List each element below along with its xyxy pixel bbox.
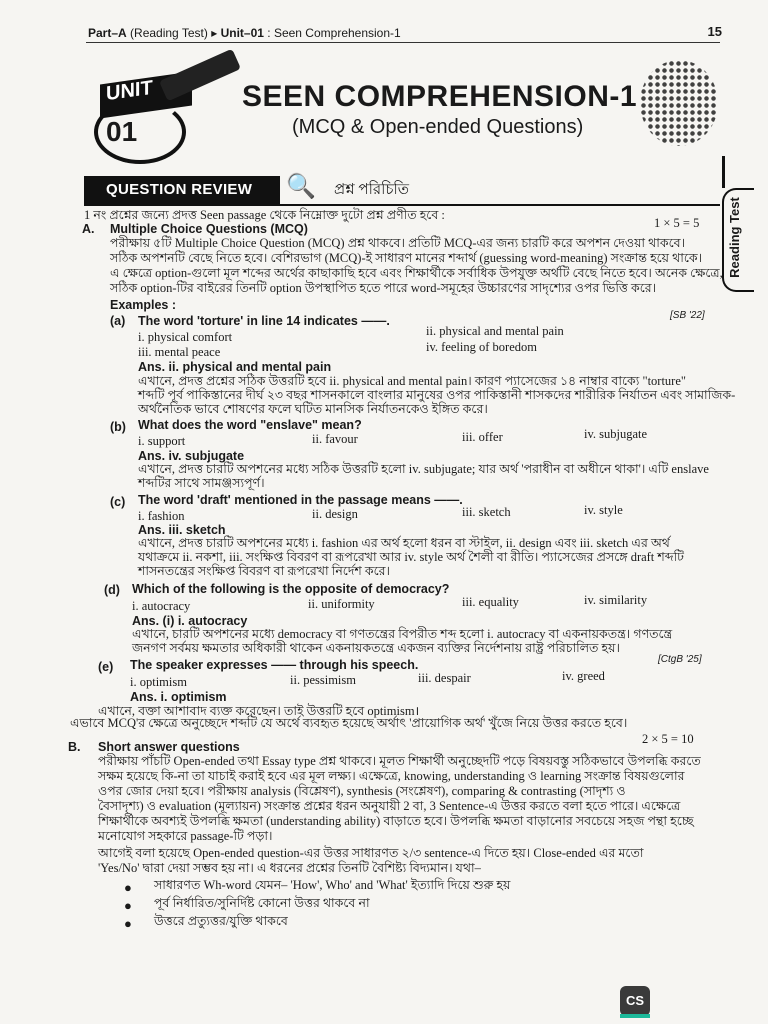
bullet-icon: ●	[124, 898, 132, 913]
unit-badge-number: 01	[106, 116, 138, 147]
explanation-line: এখানে, প্রদত্ত চারটি অপশনের মধ্যে সঠিক উত্তরটি হলো iv. subjugate; যার অর্থ 'পরাধীন বা অধীনে থাকা'। এটি enslave	[138, 462, 709, 476]
page-title: SEEN COMPREHENSION-1	[242, 80, 638, 113]
section-b-line: মনোযোগ সহকারে passage-টি পড়া।	[98, 829, 273, 843]
section-b-line: পরীক্ষায় পাঁচটি Open-ended তথা Essay type প্রশ্ন থাকবে। মূলত শিক্ষার্থী অনুচ্ছেদটি পড়ে বিষয়বস্তু সঠিকভাবে উপলব্ধি করতে	[98, 754, 701, 768]
halftone-dots-decoration	[640, 60, 718, 146]
triangle-icon: ▸	[211, 26, 218, 40]
option: iv. subjugate	[584, 427, 648, 441]
page-subtitle: (MCQ & Open-ended Questions)	[292, 116, 584, 138]
bullet-item: সাধারণত Wh-word যেমন– 'How', Who' and 'What' ইত্যাদি দিয়ে শুরু হয়	[154, 878, 511, 892]
question-label: (b)	[110, 420, 126, 434]
section-b-letter: B.	[68, 740, 81, 754]
section-a-heading: Multiple Choice Questions (MCQ)	[110, 222, 308, 236]
option: iii. mental peace	[138, 345, 221, 359]
option: iii. sketch	[462, 505, 511, 519]
side-tab	[722, 188, 754, 292]
question-text: Which of the following is the opposite of democracy?	[132, 582, 450, 596]
section-b-line: 'Yes/No' দ্বারা দেয়া সম্ভব হয় না। এ ধরনের প্রশ্নের তিনটি বৈশিষ্ট্য বিদ্যমান। যথা–	[98, 861, 481, 875]
header-rule	[86, 42, 720, 43]
explanation-line: শাসনতন্ত্রের সংক্ষিপ্ত বিবরণ বা রূপরেখা নির্দেশ করে।	[138, 564, 391, 578]
question-label: (a)	[110, 314, 126, 328]
band-underline	[84, 204, 720, 206]
option: ii. design	[312, 507, 358, 521]
header-part: Part–A	[88, 26, 127, 40]
bullet-item: উত্তরে প্রত্যুত্তর/যুক্তি থাকবে	[154, 914, 288, 928]
option: iv. greed	[562, 669, 605, 683]
question-text: The speaker expresses —— through his speech.	[130, 658, 419, 672]
question-source: [SB '22]	[670, 310, 705, 321]
option: iii. despair	[418, 671, 471, 685]
side-tab-label: Reading Test	[726, 197, 742, 278]
question-text: The word 'draft' mentioned in the passage means ——.	[138, 493, 463, 507]
section-b-marks: 2 × 5 = 10	[642, 732, 694, 746]
question-text: What does the word "enslave" mean?	[138, 418, 362, 432]
header-unit-rest: : Seen Comprehension-1	[267, 26, 401, 40]
question-text: The word 'torture' in line 14 indicates ——.	[138, 314, 390, 328]
section-a-para-4: সঠিক option-টির বাইরের তিনটি option উপস্থাপিত হতে পারে word-সমূহের উচ্চারণের সাদৃশ্যের ওপর ভিত্তি করে।	[110, 281, 657, 295]
option: iv. style	[584, 503, 623, 517]
explanation-line: এখানে, প্রদত্ত প্রশ্নের সঠিক উত্তরটি হবে ii. physical and mental pain। কারণ প্যাসেজের ১৪ নাম্বার বাক্যে "torture"	[138, 374, 686, 388]
examples-label: Examples :	[110, 298, 177, 312]
answer: Ans. iii. sketch	[138, 523, 226, 537]
question-source: [CtgB '25]	[658, 654, 702, 665]
option: iii. equality	[462, 595, 519, 609]
question-review-bengali: প্রশ্ন পরিচিতি	[334, 182, 410, 198]
option: i. support	[138, 434, 186, 448]
section-b-line: আগেই বলা হয়েছে Open-ended question-এর উত্তর সাধারণত ২/৩ sentence-এ দিতে হয়। Close-ended এর মতো	[98, 846, 644, 860]
question-review-label: QUESTION REVIEW	[106, 181, 253, 198]
bullet-item: পূর্ব নির্ধারিত/সুনির্দিষ্ট কোনো উত্তর থাকবে না	[154, 896, 370, 910]
option: i. physical comfort	[138, 330, 233, 344]
header-unit: Unit–01	[220, 26, 264, 40]
option: ii. pessimism	[290, 673, 356, 687]
question-label: (e)	[98, 660, 114, 674]
answer: Ans. iv. subjugate	[138, 449, 245, 463]
question-review-band	[84, 176, 280, 204]
answer: Ans. i. optimism	[130, 690, 227, 704]
section-a-para-2: সঠিক অপশনটি বেছে নিতে হবে। বেশিরভাগ (MCQ)-ই সাধারণ মানের শব্দার্থ (guessing word-meaning) সংক্রান্ত হয়ে থাকে।	[110, 251, 703, 265]
option: i. fashion	[138, 509, 185, 523]
option: ii. uniformity	[308, 597, 375, 611]
option: i. autocracy	[132, 599, 191, 613]
option: ii. favour	[312, 432, 358, 446]
side-tab-bar	[722, 156, 725, 188]
section-b-line: বৈসাদৃশ্য) ও evaluation (মূল্যায়ন) সংক্রান্ত প্রশ্নের ধরন অনুযায়ী 2 বা, 3 Sentence-এ উত্তর করতে বলা হতে পারে। এক্ষেত্রে	[98, 799, 681, 813]
header-part-rest: (Reading Test)	[130, 26, 208, 40]
section-b-line: ওপর জোর দেয়া হবে। পরীক্ষায় analysis (বিশ্লেষণ), synthesis (সংশ্লেষণ), comparing & contrasting (সাদৃশ্য ও	[98, 784, 626, 798]
option: iii. offer	[462, 430, 503, 444]
bullet-icon: ●	[124, 880, 132, 895]
page-number: 15	[707, 24, 722, 39]
explanation-line: এখানে, বক্তা আশাবাদ ব্যক্ত করেছেন। তাই উত্তরটি হবে optimism।	[98, 704, 420, 718]
question-label: (d)	[104, 583, 120, 597]
answer: Ans. ii. physical and mental pain	[138, 360, 332, 374]
explanation-line: এখানে, প্রদত্ত চারটি অপশনের মধ্যে i. fashion এর অর্থ হলো ধরন বা স্টাইল, ii. design এবং iii. sketch এর অর্থ	[138, 536, 670, 550]
section-a-para-1: পরীক্ষায় ৫টি Multiple Choice Question (MCQ) প্রশ্ন থাকবে। প্রতিটি MCQ-এর জন্য চারটি করে অপশন দেওয়া থাকবে।	[110, 236, 686, 250]
question-label: (c)	[110, 495, 126, 509]
option: iv. feeling of boredom	[426, 340, 537, 354]
option: ii. physical and mental pain	[426, 324, 564, 338]
running-header	[88, 26, 401, 40]
section-b-heading: Short answer questions	[98, 740, 240, 754]
camscanner-logo-bar	[620, 1014, 650, 1018]
explanation-line: এভাবে MCQ'র ক্ষেত্রে অনুচ্ছেদে শব্দটি যে অর্থে ব্যবহৃত হয়েছে অর্থাৎ 'প্রায়োগিক অর্থ' খুঁজে নিয়ে উত্তর করতে হবে।	[70, 716, 628, 730]
section-b-line: শিক্ষার্থীকে অবশ্যই উপলব্ধি ক্ষমতা (understanding ability) বাড়াতে হবে। উপলব্ধি ক্ষমতা বাড়ানোর সবচেয়ে সহজ পন্থা হচ্ছে	[98, 814, 694, 828]
magnifier-document-icon: 🔍	[286, 174, 316, 200]
section-a-para-3: এ ক্ষেত্রে option-গুলো মূল শব্দের অর্থের কাছাকাছি হবে এবং শিক্ষার্থীকে সর্বাধিক উপযুক্ত অর্থটি বেছে নিতে হবে। অনেক ক্ষেত্রে,	[110, 266, 723, 280]
bullet-icon: ●	[124, 916, 132, 931]
explanation-line: শব্দটি পূর্ব পাকিস্তানের দীর্ঘ ২৩ বছর শাসনকালে বাংলার মানুষের ওপর পাকিস্তানী শাসকদের শারীরিক নির্যাতন এবং সামাজিক-	[138, 388, 736, 402]
unit-badge-word: UNIT	[106, 76, 153, 106]
answer: Ans. (i) i. autocracy	[132, 614, 248, 628]
explanation-line: এখানে, চারটি অপশনের মধ্যে democracy বা গণতন্ত্রের বিপরীত শব্দ হলো i. autocracy বা একনায়কতন্ত্র। গণতন্ত্রে	[132, 627, 673, 641]
explanation-line: জনগণ সর্বময় ক্ষমতার অধিকারী থাকেন একনায়কতন্ত্রে একজন ব্যক্তির নির্দেশনায় রাষ্ট্র পরিচালিত হয়।	[132, 641, 620, 655]
intro-line: 1 নং প্রশ্নের জন্যে প্রদত্ত Seen passage থেকে নিম্নোক্ত দুটো প্রশ্ন প্রণীত হবে :	[84, 208, 445, 222]
explanation-line: যথাক্রমে ii. নকশা, iii. সংক্ষিপ্ত বিবরণ বা রূপরেখা আর iv. style অর্থ শৈলী বা রীতি। প্যাসেজের প্রসঙ্গে draft শব্দটি	[138, 550, 684, 564]
option: iv. similarity	[584, 593, 648, 607]
option: i. optimism	[130, 675, 187, 689]
section-b-line: সক্ষম হয়েছে কি-না তা যাচাই করাই হবে এর মূল লক্ষ্য। এক্ষেত্রে, knowing, understanding ও learning সংক্রান্ত বিষয়গুলোর	[98, 769, 685, 783]
section-a-letter: A.	[82, 222, 95, 236]
explanation-line: অর্থনৈতিক ভাবে শোষণের ফলে ঘটিত মানসিক নির্যাতনকেও ইঙ্গিত করে।	[138, 402, 488, 416]
section-a-marks: 1 × 5 = 5	[654, 216, 700, 230]
explanation-line: শব্দটির সাথে সামঞ্জস্যপূর্ণ।	[138, 476, 265, 490]
camscanner-logo: CS	[620, 986, 650, 1016]
